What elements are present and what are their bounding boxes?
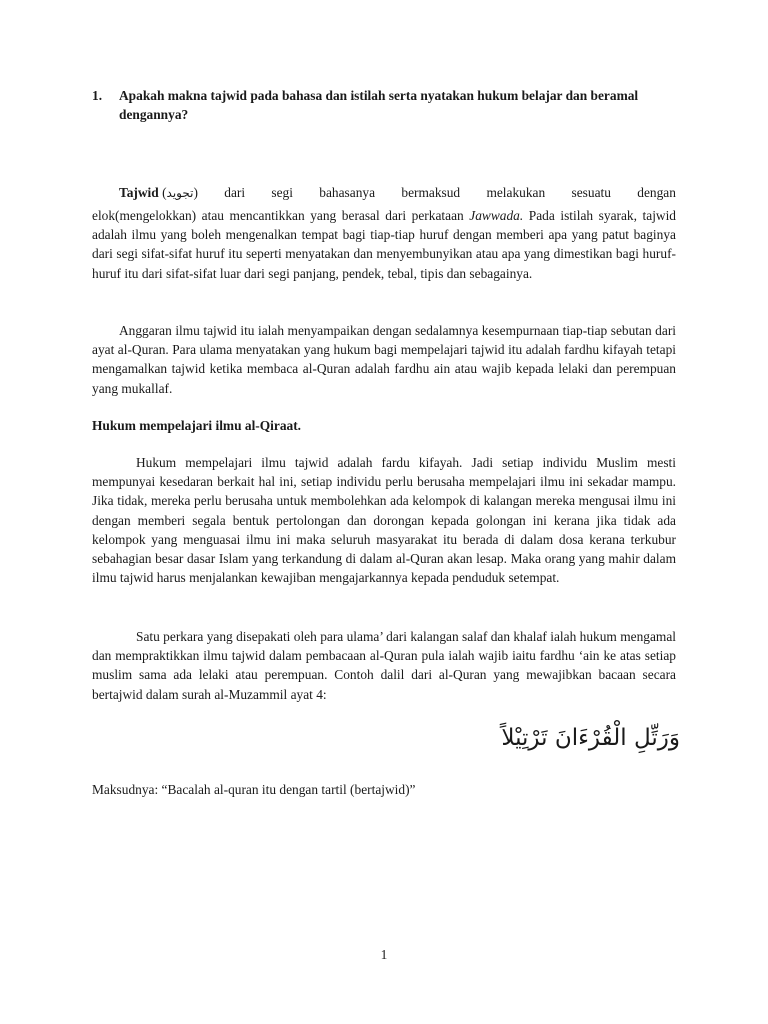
paragraph-hukum: Hukum mempelajari ilmu tajwid adalah fardu kifayah. Jadi setiap individu Muslim mesti mempunyai kesedaran berkait hal ini, setiap individu perlu berusaha mempelajari ilmu ini sekadar mampu. Jika tidak, mereka perlu berusaha untuk membolehkan ada kelompok di kalangan mereka mengusai ilmu ini dengan memberi segala bentuk pertolongan dan dorongan kepada golongan ini kerana jika tidak ada kelompok yang menguasai ilmu ini maka seluruh masyarakat itu berada di dalam dosa kerana terkubur sebahagian besar dasar Islam yang terkandung di dalam al-Quran akan lesap. Maka orang yang mahir dalam ilmu tajwid harus menjalankan kewajiban mengajarkannya kepada penduduk setempat. (92, 455, 676, 586)
first-line-lead (119, 183, 198, 206)
arabic-open-paren: ( (162, 185, 167, 200)
first-line-word: melakukan (486, 185, 546, 200)
first-line-word: dari (224, 185, 246, 200)
arabic-close-paren: ) (193, 185, 198, 200)
quran-verse: وَرَتِّلِ الْقُرْءَانَ تَرْتِيْلاً (501, 725, 680, 751)
paragraph-tajwid-definition (92, 183, 676, 283)
term-tajwid: Tajwid (119, 185, 159, 200)
text-span: elok(mengelokkan) atau mencantikkan yang berasal dari perkataan (92, 208, 470, 223)
section-heading: Hukum mempelajari ilmu al-Qiraat. (92, 418, 302, 433)
first-line-word: sesuatu (571, 185, 611, 200)
paragraph-first-line (92, 183, 676, 206)
paragraph-satu-perkara: Satu perkara yang disepakati oleh para ulama’ dari kalangan salaf dan khalaf ialah hukum mengamal dan mempraktikkan ilmu tajwid dalam pembacaan al-Quran pula ialah wajib iaitu fardhu ‘ain ke atas setiap muslim sama ada lelaki atau perempuan. Contoh dalil dari al-Quran yang mewajibkan bacaan secara bertajwid dalam surah al-Muzammil ayat 4: (92, 629, 676, 702)
first-line-word: bermaksud (401, 185, 461, 200)
first-line-word: dengan (637, 185, 676, 200)
verse-meaning: Maksudnya: “Bacalah al-quran itu dengan tartil (bertajwid)” (92, 782, 416, 797)
page-number: 1 (380, 947, 388, 962)
arabic-term: تجويد (166, 186, 194, 200)
question-number: 1. (92, 88, 103, 103)
first-line-word: bahasanya (319, 185, 376, 200)
paragraph-body (92, 206, 676, 283)
question-text: Apakah makna tajwid pada bahasa dan istilah serta nyatakan hukum belajar dan beramal dengannya? (119, 88, 639, 123)
paragraph-anggaran: Anggaran ilmu tajwid itu ialah menyampaikan dengan sedalamnya kesempurnaan tiap-tiap sebutan dari ayat al-Quran. Para ulama menyatakan yang hukum bagi mempelajari tajwid itu adalah fardhu kifayah tetapi mengamalkan tajwid ketika membaca al-Quran adalah fardhu ain atau wajib kepada lelaki dan perempuan yang mukallaf. (92, 323, 676, 396)
italic-word: Jawwada. (469, 208, 524, 223)
first-line-word: segi (271, 185, 293, 200)
text-span: Pada istilah syarak, tajwid adalah ilmu yang boleh mengenalkan tempat bagi tiap-tiap huruf dengan memberi apa yang patut baginya dari segi sifat-sifat huruf itu seperti menyatakan dan menyembunyikan atau apa yang dimestikan bagi huruf-huruf itu dari sifat-sifat luar dari segi panjang, pendek, tebal, tipis dan sebagainya. (92, 208, 676, 281)
